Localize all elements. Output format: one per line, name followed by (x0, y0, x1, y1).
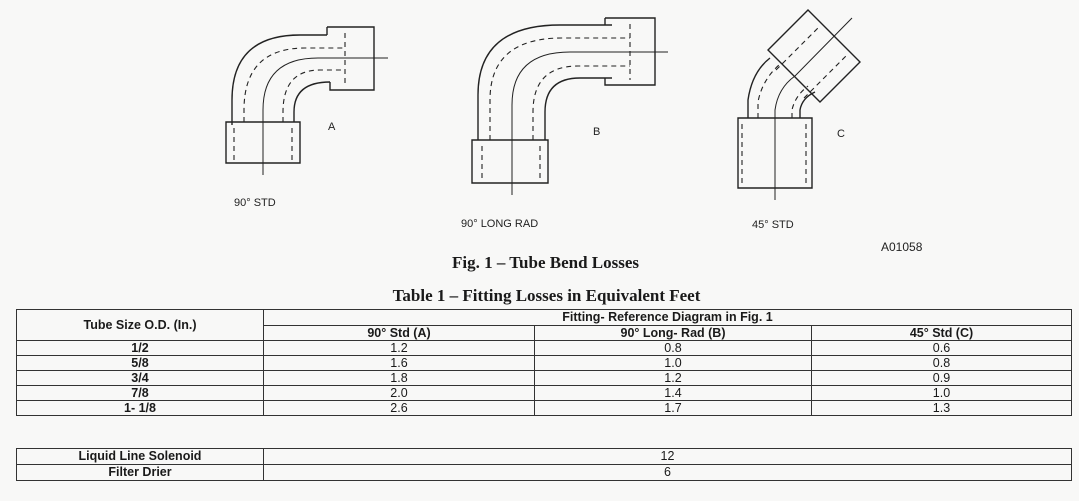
fitting-c-letter: C (837, 128, 845, 140)
fitting-c-name: 45° STD (752, 219, 794, 231)
figure-caption-text: Fig. 1 – Tube Bend Losses (451, 253, 640, 272)
cell-45-std: 0.9 (812, 371, 1072, 386)
cell-size: 3/4 (17, 371, 264, 386)
header-90-std: 90° Std (A) (264, 325, 535, 341)
fitting-b-name: 90° LONG RAD (461, 218, 539, 230)
table-title-text: Table 1 – Fitting Losses in Equivalent Feet (392, 286, 701, 305)
cell-45-std: 0.6 (812, 341, 1072, 356)
cell-size: 1- 1/8 (17, 401, 264, 416)
fitting-a-drawing (226, 27, 388, 175)
header-tube-size: Tube Size O.D. (In.) (17, 310, 264, 341)
fitting-losses-table (16, 309, 1072, 416)
cell-90-long-rad: 1.2 (535, 371, 812, 386)
fitting-b-letter: B (593, 126, 601, 138)
cell-45-std: 1.3 (812, 401, 1072, 416)
cell-90-std: 1.2 (264, 341, 535, 356)
table-row (17, 356, 1072, 371)
table-row (17, 449, 1072, 465)
figure-caption (0, 253, 1079, 273)
cell-90-long-rad: 0.8 (535, 341, 812, 356)
accessory-value: 12 (264, 449, 1072, 465)
fitting-a-name: 90° STD (234, 197, 276, 209)
tube-bend-diagrams (0, 0, 1079, 250)
table-title (0, 286, 1079, 306)
cell-size: 5/8 (17, 356, 264, 371)
accessory-name: Filter Drier (17, 465, 264, 481)
cell-45-std: 1.0 (812, 386, 1072, 401)
cell-90-long-rad: 1.0 (535, 356, 812, 371)
cell-45-std: 0.8 (812, 356, 1072, 371)
header-fitting-group: Fitting- Reference Diagram in Fig. 1 (264, 310, 1072, 326)
fitting-c-drawing (738, 10, 860, 200)
figure-code: A01058 (881, 240, 923, 254)
cell-90-std: 2.0 (264, 386, 535, 401)
table-row (17, 341, 1072, 356)
cell-90-long-rad: 1.7 (535, 401, 812, 416)
header-90-long-rad: 90° Long- Rad (B) (535, 325, 812, 341)
fitting-b-drawing (472, 18, 668, 195)
accessory-name: Liquid Line Solenoid (17, 449, 264, 465)
header-45-std: 45° Std (C) (812, 325, 1072, 341)
fig-tube-bends (0, 0, 1079, 250)
cell-90-std: 2.6 (264, 401, 535, 416)
table-row (17, 386, 1072, 401)
table-row (17, 371, 1072, 386)
table-row (17, 401, 1072, 416)
cell-90-std: 1.6 (264, 356, 535, 371)
accessory-value: 6 (264, 465, 1072, 481)
fitting-a-letter: A (328, 121, 336, 133)
table-row (17, 465, 1072, 481)
cell-90-std: 1.8 (264, 371, 535, 386)
table-header-row (17, 310, 1072, 326)
cell-size: 1/2 (17, 341, 264, 356)
cell-90-long-rad: 1.4 (535, 386, 812, 401)
accessory-losses-table (16, 448, 1072, 481)
cell-size: 7/8 (17, 386, 264, 401)
